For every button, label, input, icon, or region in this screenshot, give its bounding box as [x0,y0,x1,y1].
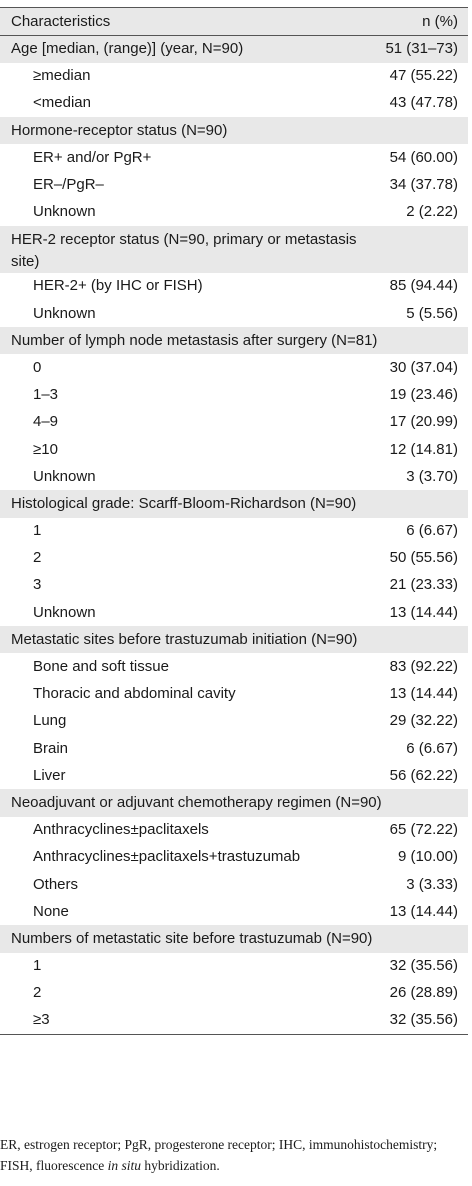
table-row [0,626,468,653]
item-value: 65 (72.22) [389,821,458,839]
table-row [0,171,468,198]
item-value: 6 (6.67) [406,522,458,540]
item-label: ≥10 [33,440,58,458]
table-row [0,898,468,925]
table-row [0,572,468,599]
item-label: ≥3 [33,1011,50,1029]
header-n-percent: n (%) [385,8,468,36]
item-label: 2 [33,984,42,1002]
item-label: ≥median [33,67,91,85]
table-body [0,36,468,1035]
item-label: HER-2+ (by IHC or FISH) [33,277,203,295]
table-row [0,599,468,626]
item-label: Lung [33,712,67,730]
table-row [0,871,468,898]
section-label: Metastatic sites before trastuzumab initiation (N=90) [11,631,358,649]
item-label: Liver [33,766,66,784]
table-row [0,273,468,300]
item-label: Unknown [33,203,96,221]
item-value: 85 (94.44) [389,277,458,295]
section-label: Histological grade: Scarff-Bloom-Richardson (N=90) [11,495,357,513]
item-value: 54 (60.00) [389,148,458,166]
table-row [0,735,468,762]
item-label: 0 [33,358,42,376]
section-label: HER-2 receptor status (N=90, primary or metastasis site) [11,230,357,270]
table-row [0,817,468,844]
item-value: 5 (5.56) [406,304,458,322]
table-row [0,762,468,789]
item-value: 13 (14.44) [389,685,458,703]
table-row [0,953,468,980]
table-row [0,490,468,517]
item-label: 1 [33,522,42,540]
item-value [385,117,468,144]
item-value [385,226,468,273]
item-value: 2 (2.22) [406,203,458,221]
section-label: Numbers of metastatic site before trastuzumab (N=90) [11,930,373,948]
item-label: 1–3 [33,386,59,404]
item-label: Others [33,875,79,893]
table-row [0,117,468,144]
section-label: Neoadjuvant or adjuvant chemotherapy regimen (N=90) [11,794,382,812]
table-row [0,653,468,680]
item-value [385,490,468,517]
item-value: 43 (47.78) [389,94,458,112]
item-value: 47 (55.22) [389,67,458,85]
item-value: 26 (28.89) [389,984,458,1002]
item-value: 50 (55.56) [389,549,458,567]
item-label: Anthracyclines±paclitaxels [33,821,209,839]
item-label: Brain [33,739,69,757]
table-row [0,1007,468,1034]
table-row [0,980,468,1007]
item-value: 19 (23.46) [389,386,458,404]
item-value: 21 (23.33) [389,576,458,594]
characteristics-table [0,7,468,1035]
table-row [0,144,468,171]
item-value: 13 (14.44) [389,902,458,920]
item-label: ER–/PgR– [33,176,104,194]
table-header-row [0,8,468,36]
item-label: Thoracic and abdominal cavity [33,685,236,703]
item-value: 34 (37.78) [389,176,458,194]
table-row [0,226,468,273]
table-row [0,463,468,490]
table-row [0,199,468,226]
item-value: 12 (14.81) [389,440,458,458]
item-value: 9 (10.00) [397,848,458,866]
table-row [0,681,468,708]
item-value: 83 (92.22) [389,658,458,676]
item-value [385,626,468,653]
item-value: 6 (6.67) [406,739,458,757]
table-footnote [0,1134,468,1176]
item-value: 17 (20.99) [389,413,458,431]
item-label: 1 [33,957,42,975]
item-label: Unknown [33,467,96,485]
table-row [0,925,468,952]
item-value [385,327,468,354]
item-label: Unknown [33,304,96,322]
table-row [0,409,468,436]
table-row [0,382,468,409]
section-label: Number of lymph node metastasis after surgery (N=81) [11,332,378,350]
item-value: 29 (32.22) [389,712,458,730]
item-value [385,925,468,952]
table-row [0,789,468,816]
item-label: 3 [33,576,42,594]
footnote-text: ER, estrogen receptor; PgR, progesterone receptor; IHC, immunohistochemistry; FISH, fluorescence [0,1137,438,1173]
item-value: 32 (35.56) [389,1011,458,1029]
item-value: 32 (35.56) [389,957,458,975]
header-characteristics: Characteristics [0,8,385,36]
table-row [0,327,468,354]
item-label: Anthracyclines±paclitaxels+trastuzumab [33,848,301,866]
section-label: Hormone-receptor status (N=90) [11,121,228,139]
item-label: 4–9 [33,413,59,431]
table-row [0,63,468,90]
item-value: 3 (3.70) [406,467,458,485]
item-label: Unknown [33,603,96,621]
table-row [0,90,468,117]
item-value: 51 (31–73) [385,40,458,58]
footnote-end: hybridization. [140,1158,220,1173]
item-value: 30 (37.04) [389,358,458,376]
table-row [0,436,468,463]
item-label: ER+ and/or PgR+ [33,148,152,166]
table-row [0,36,468,63]
item-value: 56 (62.22) [389,766,458,784]
table-row [0,844,468,871]
table-row [0,708,468,735]
item-value [385,789,468,816]
section-label: Age [median, (range)] (year, N=90) [11,40,244,58]
item-value: 3 (3.33) [406,875,458,893]
item-label: Bone and soft tissue [33,658,169,676]
item-value: 13 (14.44) [389,603,458,621]
table-row [0,354,468,381]
item-label: 2 [33,549,42,567]
table-row [0,545,468,572]
item-label: None [33,902,69,920]
table-row [0,300,468,327]
item-label: <median [33,94,91,112]
table-row [0,518,468,545]
footnote-italic: in situ [107,1158,141,1173]
